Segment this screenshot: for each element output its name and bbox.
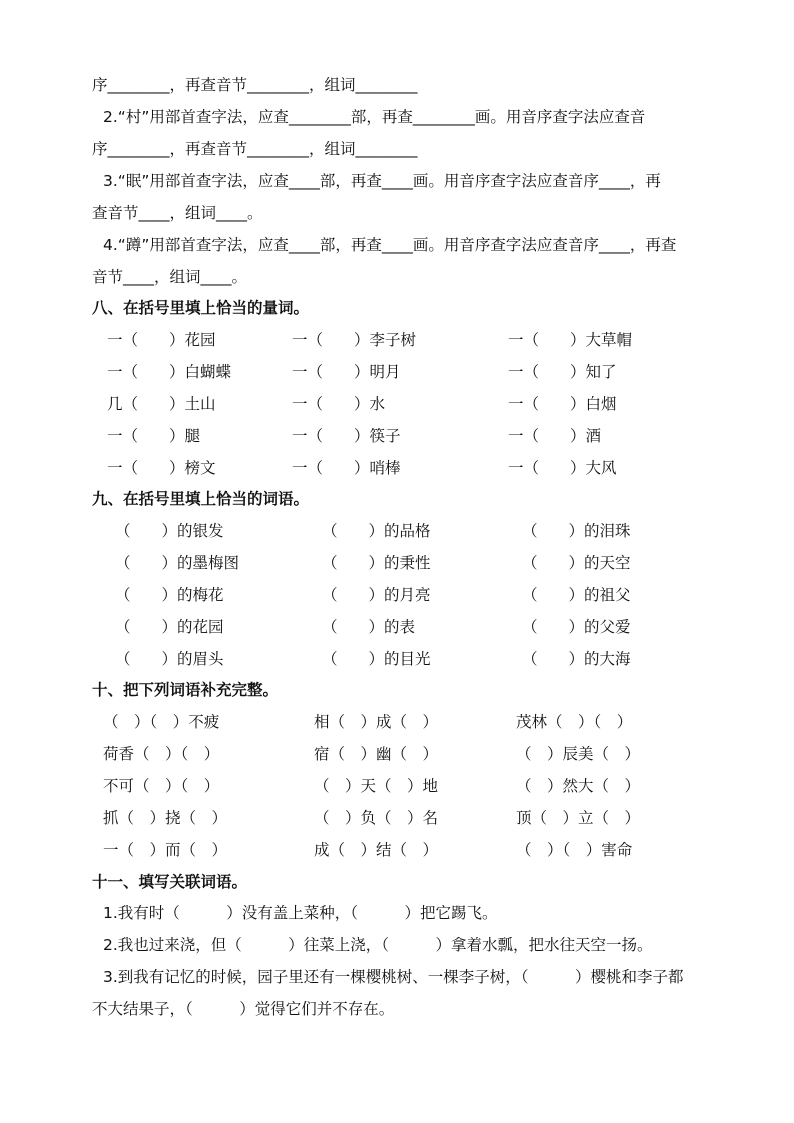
section9-item: （ ）的目光 bbox=[322, 650, 431, 668]
section10-item: 不可（ ）（ ） bbox=[103, 777, 220, 795]
section10-item: 抓（ ）挠（ ） bbox=[103, 809, 228, 827]
q2-line-b: 序________，再查音节________，组词________ bbox=[92, 140, 418, 158]
section9-item: （ ）的祖父 bbox=[522, 586, 631, 604]
section8-item: 一（ ）花园 bbox=[107, 331, 216, 349]
section9-item: （ ）的父爱 bbox=[522, 618, 631, 636]
section10-item: （ ）负（ ）名 bbox=[314, 809, 439, 827]
section10-item: 成（ ）结（ ） bbox=[314, 841, 439, 859]
section-10-heading: 十、把下列词语补充完整。 bbox=[92, 681, 279, 699]
section9-item: （ ）的梅花 bbox=[115, 586, 224, 604]
q2-line-a: 2.“村”用部首查字法，应查________部，再查________画。用音序查字法应查音 bbox=[103, 108, 646, 126]
section10-item: （ ）（ ）害命 bbox=[516, 841, 633, 859]
q1-line-b: 序________，再查音节________，组词________ bbox=[92, 76, 418, 94]
section8-item: 一（ ）腿 bbox=[107, 427, 201, 445]
section9-item: （ ）的品格 bbox=[322, 522, 431, 540]
section8-item: 一（ ）酒 bbox=[508, 427, 602, 445]
section8-item: 一（ ）筷子 bbox=[292, 427, 401, 445]
section8-item: 一（ ）李子树 bbox=[292, 331, 417, 349]
section9-item: （ ）的大海 bbox=[522, 650, 631, 668]
section10-item: 茂林（ ）（ ） bbox=[516, 713, 633, 731]
section-8-heading: 八、在括号里填上恰当的量词。 bbox=[92, 299, 310, 317]
section-11-heading: 十一、填写关联词语。 bbox=[92, 873, 248, 891]
section10-item: （ ）然大（ ） bbox=[516, 777, 641, 795]
s11-q1: 1.我有时（ ）没有盖上菜种，（ ）把它踢飞。 bbox=[103, 904, 498, 922]
section9-item: （ ）的银发 bbox=[115, 522, 224, 540]
s11-q2: 2.我也过来浇，但（ ）往菜上浇，（ ）拿着水瓢，把水往天空一扬。 bbox=[103, 936, 653, 954]
s11-q3-line-b: 不大结果子，（ ）觉得它们并不存在。 bbox=[92, 1000, 395, 1018]
section8-item: 一（ ）水 bbox=[292, 395, 386, 413]
section8-item: 一（ ）榜文 bbox=[107, 459, 216, 477]
section8-item: 几（ ）土山 bbox=[107, 395, 216, 413]
section8-item: 一（ ）大草帽 bbox=[508, 331, 633, 349]
q4-line-a: 4.“蹲”用部首查字法，应查____部，再查____画。用音序查字法应查音序____，再查 bbox=[103, 236, 677, 254]
section8-item: 一（ ）哨棒 bbox=[292, 459, 401, 477]
section8-item: 一（ ）知了 bbox=[508, 363, 617, 381]
section9-item: （ ）的花园 bbox=[115, 618, 224, 636]
section10-item: （ ）（ ）不疲 bbox=[103, 713, 220, 731]
section10-item: 相（ ）成（ ） bbox=[314, 713, 439, 731]
section8-item: 一（ ）白蝴蝶 bbox=[107, 363, 232, 381]
section8-item: 一（ ）大风 bbox=[508, 459, 617, 477]
section-9-heading: 九、在括号里填上恰当的词语。 bbox=[92, 490, 310, 508]
section9-item: （ ）的眉头 bbox=[115, 650, 224, 668]
section9-item: （ ）的墨梅图 bbox=[115, 554, 240, 572]
section10-item: （ ）辰美（ ） bbox=[516, 745, 641, 763]
section8-item: 一（ ）白烟 bbox=[508, 395, 617, 413]
section10-item: 宿（ ）幽（ ） bbox=[314, 745, 439, 763]
s11-q3-line-a: 3.到我有记忆的时候，园子里还有一棵樱桃树、一棵李子树，（ ）樱桃和李子都 bbox=[103, 968, 684, 986]
q4-line-b: 音节____，组词____。 bbox=[92, 268, 248, 286]
section10-item: 顶（ ）立（ ） bbox=[516, 809, 641, 827]
section9-item: （ ）的秉性 bbox=[322, 554, 431, 572]
q3-line-b: 查音节____，组词____。 bbox=[92, 204, 263, 222]
section8-item: 一（ ）明月 bbox=[292, 363, 401, 381]
section10-item: 荷香（ ）（ ） bbox=[103, 745, 220, 763]
section9-item: （ ）的天空 bbox=[522, 554, 631, 572]
section10-item: （ ）天（ ）地 bbox=[314, 777, 439, 795]
section9-item: （ ）的月亮 bbox=[322, 586, 431, 604]
section10-item: 一（ ）而（ ） bbox=[103, 841, 228, 859]
section9-item: （ ）的泪珠 bbox=[522, 522, 631, 540]
q3-line-a: 3.“眠”用部首查字法，应查____部，再查____画。用音序查字法应查音序____，再 bbox=[103, 172, 661, 190]
section9-item: （ ）的表 bbox=[322, 618, 416, 636]
